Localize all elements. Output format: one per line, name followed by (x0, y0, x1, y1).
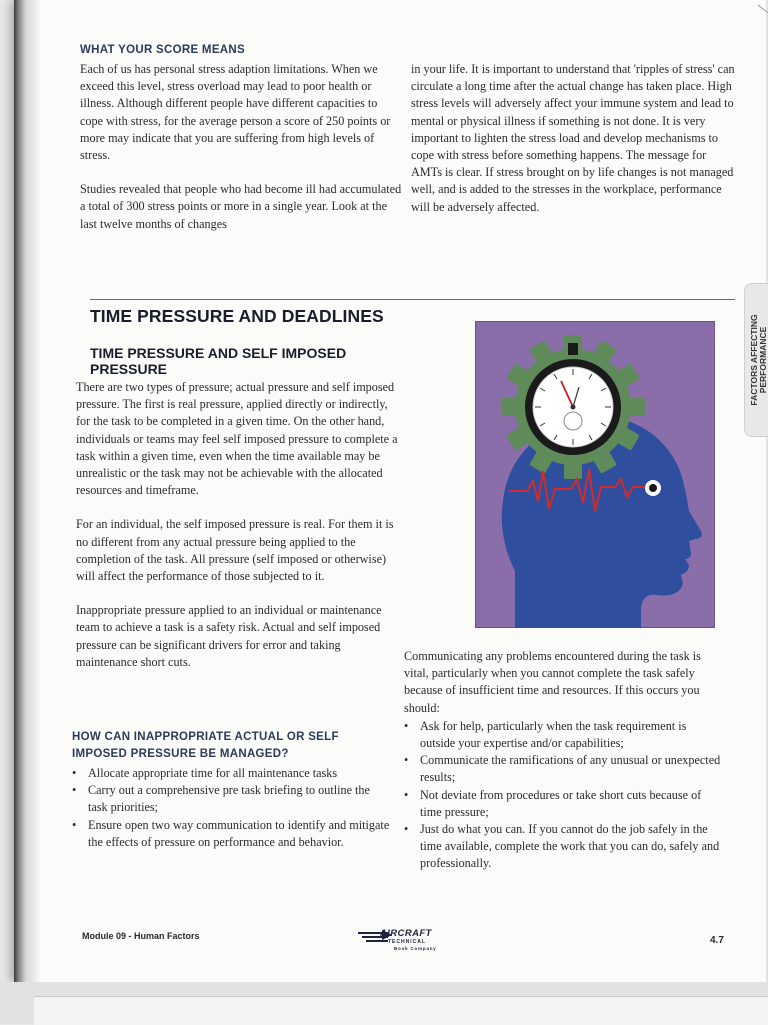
managed-bullet-3: • Ensure open two way communication to identify and mitigate the effects of pressure on performance and behavior. (72, 817, 392, 851)
logo-main-text: AIRCRAFT (380, 928, 432, 939)
managed-bullet-1: • Allocate appropriate time for all maintenance tasks (72, 765, 392, 782)
managed-list-container (72, 765, 392, 851)
managed-heading: HOW CAN INAPPROPRIATE ACTUAL OR SELF IMPOSED PRESSURE BE MANAGED? (72, 731, 339, 760)
stopwatch-gear-head-icon (475, 321, 715, 628)
document-page (14, 0, 766, 982)
time-paragraph-3: Inappropriate pressure applied to an individual or maintenance team to achieve a task is a safety risk. Actual and self imposed pressure can be significant drivers for error and taking maintenance short cuts. (76, 603, 382, 669)
next-page-sheet (34, 996, 768, 1025)
communicate-bullet-list (404, 718, 722, 873)
score-paragraph-2: Studies revealed that people who had become ill had accumulated a total of 300 stress points or more in a single year. Look at the last twelve months of changes (80, 182, 402, 231)
chapter-tab (744, 283, 768, 437)
managed-bullet-list (72, 765, 392, 851)
book-spine-shadow (14, 0, 40, 982)
communicate-bullet-1: • Ask for help, particularly when the task requirement is outside your expertise and/or capabilities; (404, 718, 722, 752)
page-number: 4.7 (710, 935, 724, 946)
communicate-column (404, 648, 722, 873)
section-title: TIME PRESSURE AND DEADLINES (90, 306, 384, 326)
managed-bullet-2: • Carry out a comprehensive pre task briefing to outline the task priorities; (72, 782, 392, 816)
subsection-title: TIME PRESSURE AND SELF IMPOSED PRESSURE (90, 345, 347, 377)
logo-sub2-text: Book Company (394, 946, 437, 951)
score-paragraph-1: Each of us has personal stress adaption limitations. When we exceed this level, stress overload may lead to poor health or illness. Although different people have different capacities to cope with stress, for the average person a score of 250 points or more may indicate that you are suffering from high levels of stress. (80, 62, 391, 163)
page-corner-mark (758, 5, 768, 17)
score-right-column (411, 61, 737, 216)
section-divider (90, 299, 735, 300)
chapter-tab-label: FACTORS AFFECTING PERFORMANCE (749, 314, 768, 406)
next-page-edge (0, 982, 768, 1024)
footer-module-label: Module 09 - Human Factors (82, 931, 200, 941)
communicate-bullet-2: • Communicate the ramifications of any unusual or unexpected results; (404, 752, 722, 786)
time-paragraph-2: For an individual, the self imposed pressure is real. For them it is no different from any actual pressure being applied to the completion of the task. All pressure (self imposed or otherwise) will affect the performance of those subjected to it. (76, 517, 394, 584)
score-paragraph-3: in your life. It is important to understand that 'ripples of stress' can circulate a long time after the actual change has taken place. High stress levels will adversely affect your immune system and lead to mental or physical illness if something is not done. It is very important to lighten the stress load and develop mechanisms to cope with stress before something happens. The message for AMTs is clear. If stress brought on by life changes is not managed well, and is added to the stresses in the workplace, performance will be adversely affected. (411, 62, 735, 214)
communicate-bullet-3: • Not deviate from procedures or take short cuts because of time pressure; (404, 787, 722, 821)
logo-sub-text: TECHNICAL (388, 939, 426, 945)
time-paragraph-1: There are two types of pressure; actual pressure and self imposed pressure. The first is real pressure, applied directly or indirectly, for the task to be completed in a given time. On the other hand, individuals or teams may feel self imposed pressure to complete a task within a given time, even when the time available may be unrealistic or the task may not be achievable with the allocated resources and timeframe. (76, 380, 398, 498)
publisher-logo (358, 928, 454, 958)
communicate-bullet-4: • Just do what you can. If you cannot do the job safely in the time available, complete the work that you can do, safely and professionally. (404, 821, 722, 873)
score-left-column (80, 61, 403, 233)
score-heading: WHAT YOUR SCORE MEANS (80, 44, 245, 56)
time-left-column (76, 379, 399, 671)
communicate-intro: Communicating any problems encountered during the task is vital, particularly when you cannot complete the task safely because of insufficient time and resources. If this occurs you should: (404, 649, 701, 715)
